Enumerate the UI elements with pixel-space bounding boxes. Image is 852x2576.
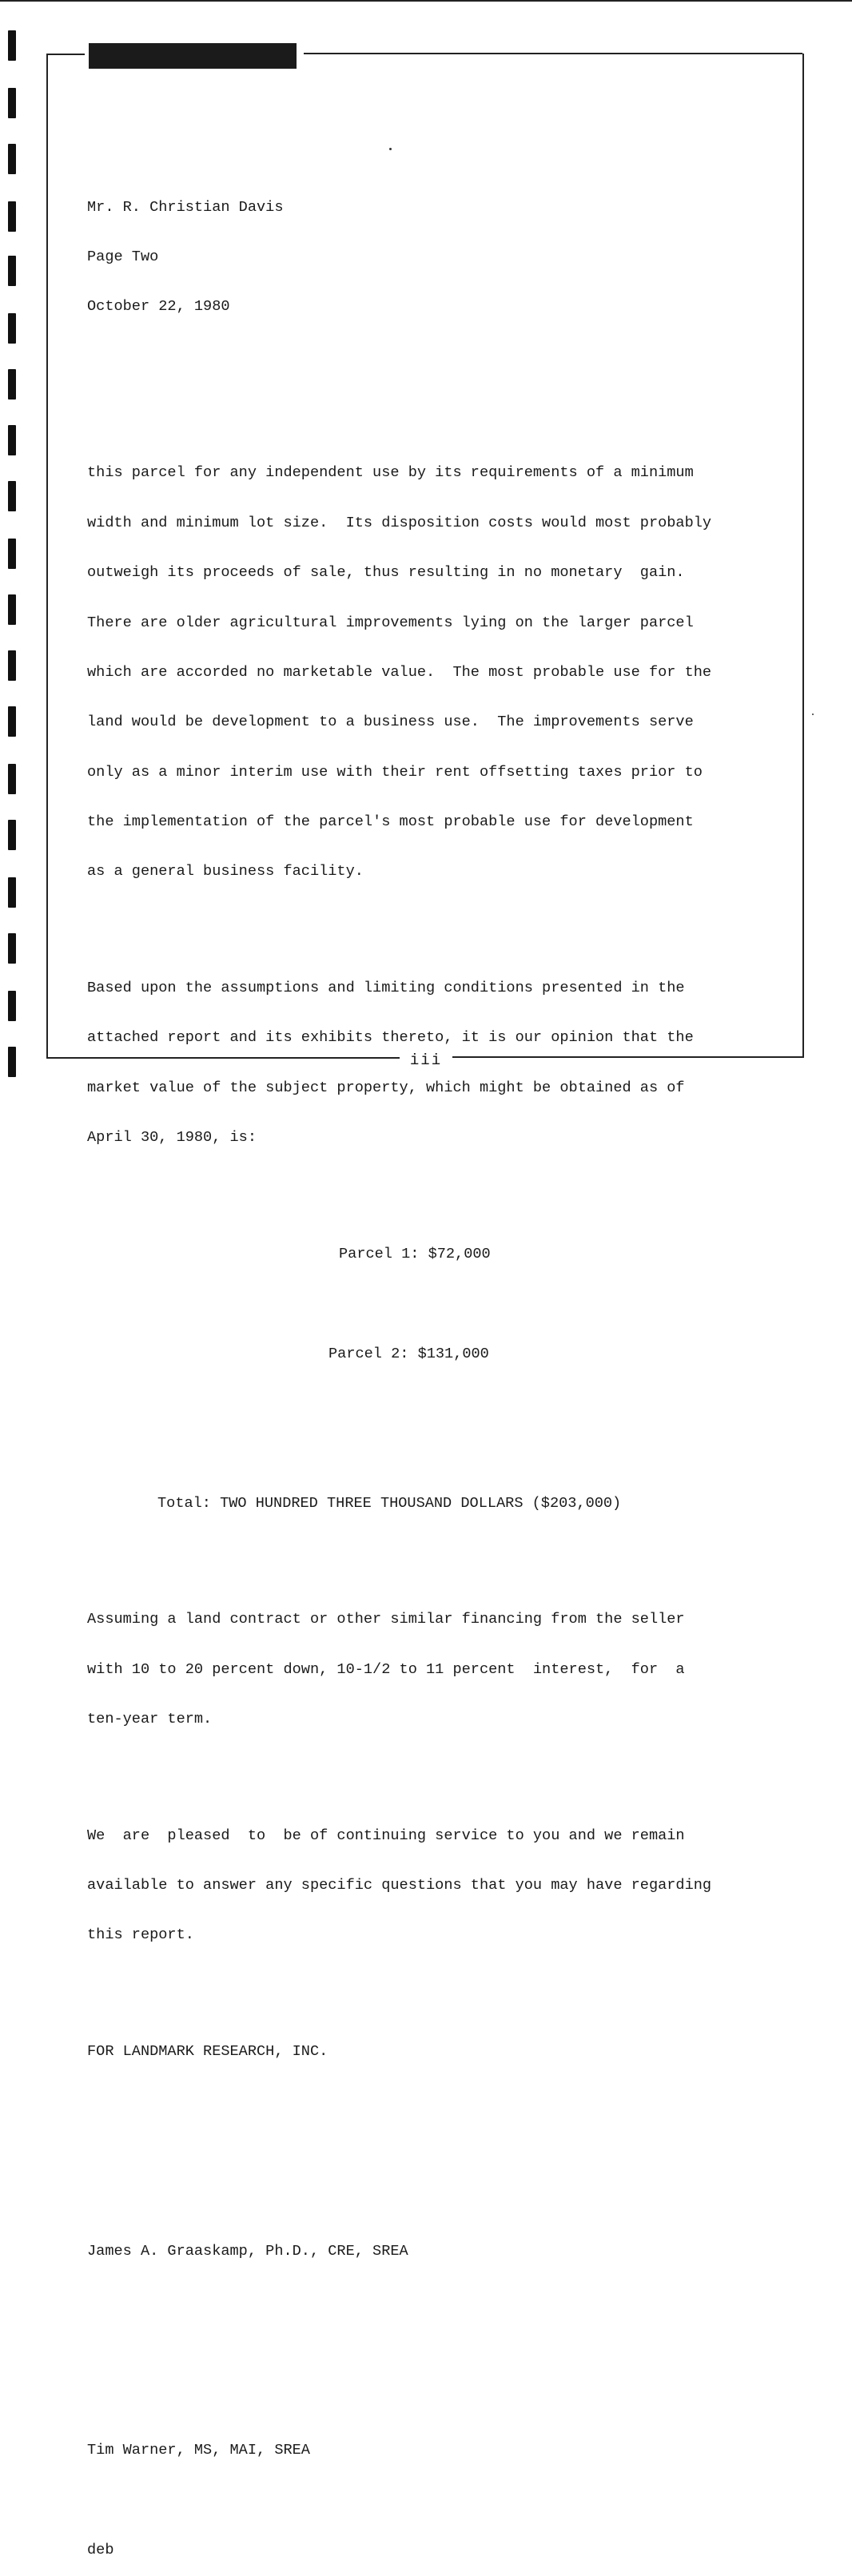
parcel-2-value: Parcel 2: $131,000 xyxy=(328,1345,489,1362)
punch-hole xyxy=(8,539,16,569)
redaction-bar xyxy=(89,43,297,69)
paragraph-line: with 10 to 20 percent down, 10-1/2 to 11 percent interest, for a xyxy=(87,1660,685,1678)
paragraph-line: outweigh its proceeds of sale, thus resulting in no monetary gain. xyxy=(87,564,685,582)
binder-punch-holes xyxy=(8,0,18,1103)
punch-hole xyxy=(8,425,16,455)
punch-hole xyxy=(8,650,16,681)
paragraph-line: available to answer any specific questions that you may have regarding xyxy=(87,1877,712,1894)
letter-body xyxy=(87,166,798,2576)
punch-hole xyxy=(8,820,16,850)
paragraph-line: only as a minor interim use with their rent offsetting taxes prior to xyxy=(87,763,703,781)
paragraph-line: as a general business facility. xyxy=(87,863,364,881)
punch-hole xyxy=(8,594,16,625)
total-value: Total: TWO HUNDRED THREE THOUSAND DOLLARS ($203,000) xyxy=(157,1494,622,1512)
paragraph-line: the implementation of the parcel's most probable use for development xyxy=(87,813,694,831)
punch-hole xyxy=(8,481,16,511)
page-label: Page Two xyxy=(87,248,159,265)
frame-top-rule xyxy=(46,54,85,55)
paragraph-line: April 30, 1980, is: xyxy=(87,1129,257,1147)
typist-initials: deb xyxy=(87,2541,114,2558)
paragraph-line: which are accorded no marketable value. The most probable use for the xyxy=(87,663,712,681)
signatory-warner: Tim Warner, MS, MAI, SREA xyxy=(87,2442,310,2459)
punch-hole xyxy=(8,30,16,61)
paragraph-line: Based upon the assumptions and limiting conditions presented in the xyxy=(87,980,685,997)
punch-hole xyxy=(8,88,16,118)
punch-hole xyxy=(8,1047,16,1077)
punch-hole xyxy=(8,313,16,344)
punch-hole xyxy=(8,706,16,737)
paragraph-line: ten-year term. xyxy=(87,1711,213,1728)
paragraph-line: land would be development to a business use. The improvements serve xyxy=(87,714,694,731)
punch-hole xyxy=(8,369,16,400)
letter-date: October 22, 1980 xyxy=(87,298,230,316)
stray-mark xyxy=(812,714,814,715)
punch-hole xyxy=(8,201,16,232)
punch-hole xyxy=(8,933,16,964)
stray-mark xyxy=(389,148,392,150)
parcel-1-value: Parcel 1: $72,000 xyxy=(339,1245,491,1262)
paragraph-line: attached report and its exhibits thereto, it is our opinion that the xyxy=(87,1029,694,1047)
paragraph-line: We are pleased to be of continuing service to you and we remain xyxy=(87,1827,685,1844)
punch-hole xyxy=(8,764,16,794)
page-top-edge xyxy=(0,0,852,2)
punch-hole xyxy=(8,144,16,174)
paragraph-line: this parcel for any independent use by its requirements of a minimum xyxy=(87,464,694,482)
paragraph-line: market value of the subject property, which might be obtained as of xyxy=(87,1079,685,1096)
punch-hole xyxy=(8,991,16,1021)
paragraph-line: Assuming a land contract or other similar financing from the seller xyxy=(87,1611,685,1628)
paragraph-line: There are older agricultural improvements lying on the larger parcel xyxy=(87,614,694,631)
addressee: Mr. R. Christian Davis xyxy=(87,198,284,216)
punch-hole xyxy=(8,256,16,286)
paragraph-line: this report. xyxy=(87,1926,194,1944)
paragraph-line: width and minimum lot size. Its disposition costs would most probably xyxy=(87,514,712,531)
company-signoff: FOR LANDMARK RESEARCH, INC. xyxy=(87,2043,328,2061)
signatory-graaskamp: James A. Graaskamp, Ph.D., CRE, SREA xyxy=(87,2242,408,2260)
page-number: iii xyxy=(409,1051,443,1069)
frame-top-rule xyxy=(304,53,802,54)
punch-hole xyxy=(8,877,16,908)
